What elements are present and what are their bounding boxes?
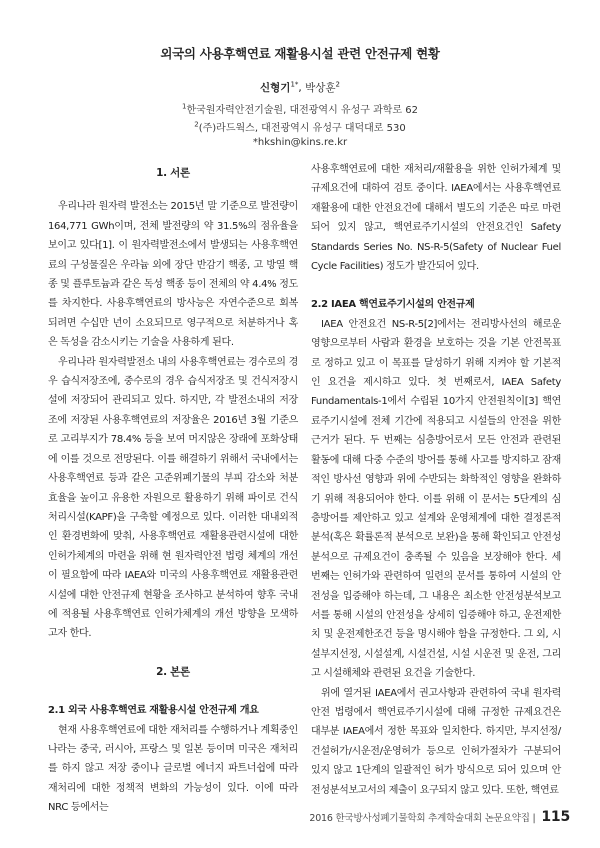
page-separator: | xyxy=(532,813,536,824)
affiliation-text: 한국원자력안전기술원, 대전광역시 유성구 과학로 62 xyxy=(186,105,418,116)
subsection-heading-2-2: 2.2 IAEA 핵연료주기시설의 안전규제 xyxy=(311,299,475,311)
co-author: 박상훈 xyxy=(305,82,336,94)
author-line: 신형기$^{1*}$, 박상훈$^2$ xyxy=(260,80,340,94)
page-number: 115 xyxy=(541,809,570,825)
section-2-1-paragraph: 현재 사용후핵연료에 대한 재처리를 수행하거나 계획중인 나라는 중국, 러시아, 프랑스 및 일본 등이며 미국은 재처리를 하지 않고 저장 중이나 글로벌 에너지 파트너쉽에 따라 재처리에 대한 정책적 변화의 가능성이 있다. 이에 따라 NRC 등에서는 xyxy=(48,724,298,814)
section-2-2-paragraph-1: IAEA 안전요건 NS-R-5[2]에서는 전리방사선의 해로운 영향으로부터 사람과 환경을 보호하는 것을 기본 안전목표로 정하고 있고 이 목표를 달성하기 위해 지켜야 할 기본적인 요건을 제시하고 있다. 첫 번째로서, IAEA Safety Fundamentals-1에서 수립된 10가지 안전원칙이[3] 핵연료주기시설에 전체 기간에 적용되고 시설들의 안전을 위한 근거가 된다. 두 번째는 심층방어로서 모든 안전과 관련된 활동에 대해 다중 수준의 방어를 통해 사고를 방지하고 잠재적인 방사선 영향과 위에 수반되는 화학적인 영향을 완화하기 위해 적용되어야 한다. 이를 위해 이 문서는 5단계의 심층방어를 제안하고 있고 설계와 운영체계에 대한 결정론적 분석(혹은 확률론적 분석으로 보완)을 통해 확인되고 안전성 분석으로 규제요건이 충족될 수 있음을 보장해야 한다. 세 번째는 인허가와 관련하여 일련의 문서를 통하여 시설의 안전성을 입증해야 하는데, 그 내용은 최소한 안전성분석보고서를 통해 시설의 안전성을 상세히 입증해야 하고, 운전제한치 및 운전제한조건 등을 명시해야 함을 규정한다. 그 외, 시설부지선정, 시설설계, 시설건설, 시설 시운전 및 운전, 그리고 시설해체와 관련된 요건을 기술한다. xyxy=(311,318,561,680)
affiliation-mark: 2 xyxy=(194,120,199,129)
paper-title: 외국의 사용후핵연료 재활용시설 관련 안전규제 현황 xyxy=(160,46,440,61)
proceedings-title: 2016 한국방사성폐기물학회 추계학술대회 논문요약집 xyxy=(309,813,530,824)
author-email: *hkshin@kins.re.kr xyxy=(252,137,348,148)
affiliation-2 xyxy=(0,119,600,134)
affiliation-1 xyxy=(0,101,600,116)
section-2-1-continuation: 사용후핵연료에 대한 재처리/재활용을 위한 인허가체계 및 규제요건에 대하여 검토 중이다. IAEA에서는 사용후핵연료 재활용에 대한 안전요건에 대해서 별도의 기준은 따로 마련되어 있지 않고, 핵연료주기시설의 안전요건인 Safety Standards Series No. NS-R-5(Safety of Nuclear Fuel Cycle Facilities) 정도가 발간되어 있다. xyxy=(311,164,561,273)
affiliation-text: (주)라드웍스, 대전광역시 유성구 대덕대로 530 xyxy=(198,123,406,134)
affiliation-mark: 1 xyxy=(182,102,187,111)
section-heading-intro: 1. 서론 xyxy=(156,167,190,179)
page-footer xyxy=(309,809,570,825)
section-2-2-paragraph-2: 위에 열거된 IAEA에서 권고사항과 관련하여 국내 원자력안전 법령에서 핵연료주기시설에 대해 규정한 규제요건은 대부분 IAEA에서 정한 목표와 일치한다. 하지만, 부지선정/건설허가/시운전/운영허가 등으로 인허가절차가 구분되어 있지 않고 1단계의 일괄적인 허가 방식으로 되어 있으며 안전성분석보고서의 제출이 요구되지 않고 있다. 또한, 핵연료 xyxy=(311,687,561,796)
lead-author: 신형기 xyxy=(260,82,291,94)
co-author-marks: 2 xyxy=(335,80,340,89)
lead-author-marks: 1* xyxy=(290,80,299,89)
right-column xyxy=(311,160,561,800)
section-heading-body: 2. 본론 xyxy=(156,665,190,678)
intro-paragraph-2: 우리나라 원자력발전소 내의 사용후핵연료는 경수로의 경우 습식저장조에, 중수로의 경우 습식저장조 및 건식저장시설에 저장되어 관리되고 있다. 하지만, 각 발전소내의 저장조에 저장된 사용후핵연료의 저장율은 2016년 3월 기준으로 고리부지가 78.4% 등을 보여 머지않은 장래에 포화상태에 이를 것으로 전망된다. 이를 해결하기 위해서 국내에서는 사용후핵연료 등과 같은 고준위폐기물의 부피 감소와 처분 효율을 높이고 유용한 자원으로 활용하기 위해 파이로 건식처리시설(KAPF)을 구축할 예정으로 있다. 이러한 대내외적인 환경변화에 맞춰, 사용후핵연료 재활용관련시설에 대한 인허가체계의 마련을 위해 현 원자력안전 법령 체계의 개선이 필요함에 따라 IAEA와 미국의 사용후핵연료 재활용관련시설에 대한 안전규제 현황을 조사하고 분석하여 향후 국내에 적용될 사용후핵연료 인허가체계의 개선 방향을 모색하고자 한다. xyxy=(48,356,298,640)
subsection-heading-2-1: 2.1 외국 사용후핵연료 재활용시설 안전규제 개요 xyxy=(48,705,259,717)
left-column xyxy=(48,164,298,818)
intro-paragraph-1: 우리나라 원자력 발전소는 2015년 말 기준으로 발전량이 164,771 GWh이며, 전체 발전량의 약 31.5%의 점유율을 보이고 있다[1]. 이 원자력발전소에서 발생되는 사용후핵연료의 구성물질은 우라늄 외에 장단 반감기 핵종, 고 방열 핵종 및 플루토늄과 같은 독성 핵종 등이 전체의 약 4.4% 정도를 차지한다. 사용후핵연료의 방사능은 자연수준으로 회복되려면 수십만 년이 소요되므로 영구적으로 처분하거나 혹은 독성을 감소시키는 기술을 사용하게 된다. xyxy=(48,201,298,349)
